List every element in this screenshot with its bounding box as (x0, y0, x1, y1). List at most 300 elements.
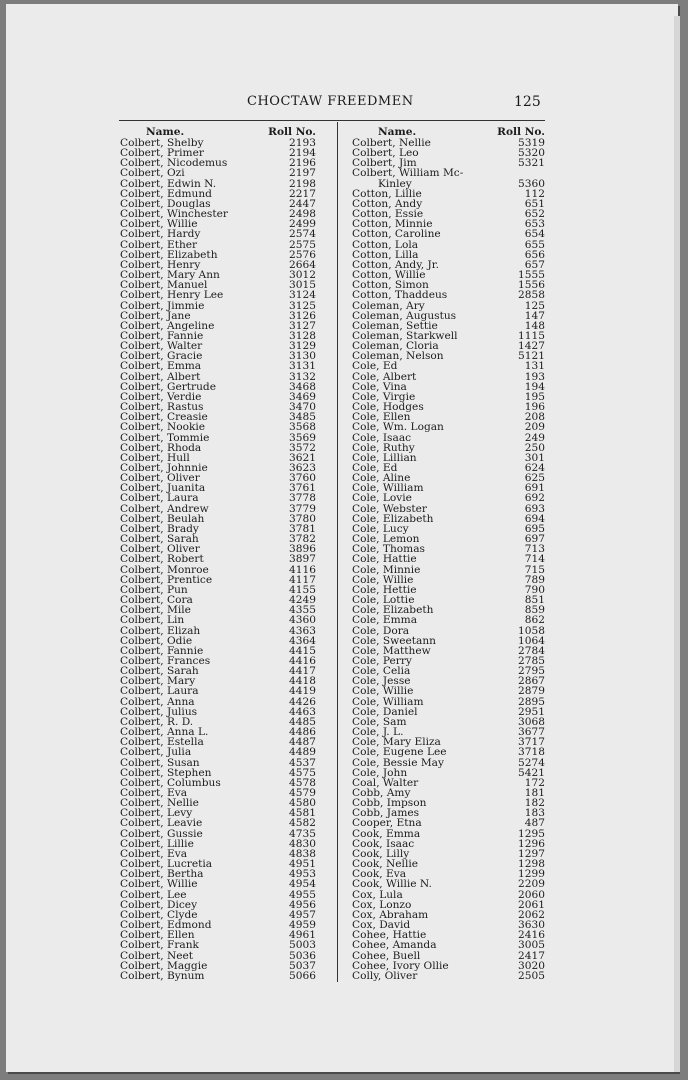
entry-roll-number: 3012 (289, 269, 316, 282)
list-item (120, 240, 316, 250)
list-item (120, 778, 316, 788)
entry-roll-number: 3780 (289, 512, 316, 525)
list-item (352, 311, 545, 321)
list-item (352, 158, 545, 168)
entry-name: Colbert, Julia (120, 747, 192, 758)
entry-roll-number: 4955 (289, 888, 316, 901)
entry-name: Cole, Minnie (352, 564, 421, 575)
entry-name: Colbert, Manuel (120, 280, 208, 291)
list-item (352, 727, 545, 737)
entry-name: Cole, Sweetann (352, 635, 436, 646)
list-item (352, 951, 545, 961)
entry-name: Colbert, Fannie (120, 645, 204, 656)
entry-name: Cole, Sam (352, 716, 407, 728)
entry-roll-number: 2062 (518, 908, 545, 921)
entry-roll-number: 4957 (289, 908, 316, 921)
entry-roll-number: 3572 (289, 441, 316, 454)
entry-name: Cole, John (352, 767, 408, 778)
entry-roll-number: 131 (524, 360, 545, 373)
entry-roll-number: 3126 (289, 309, 316, 322)
entry-name: Cole, Eugene Lee (352, 747, 447, 758)
entry-name: Cobb, Amy (352, 788, 411, 799)
list-item (120, 859, 316, 869)
entry-name: Cole, Lottie (352, 595, 415, 606)
entry-name: Colbert, Eva (120, 848, 188, 860)
entry-roll-number: 694 (524, 512, 545, 525)
page-number: 125 (514, 94, 541, 110)
right-column-header (352, 127, 545, 138)
entry-roll-number: 2951 (518, 705, 545, 718)
entry-roll-number: 4463 (289, 705, 316, 718)
entry-roll-number: 3132 (289, 370, 316, 383)
list-item (352, 138, 545, 148)
entry-roll-number: 172 (524, 776, 545, 789)
entry-name: Colbert, Shelby (120, 138, 204, 149)
list-item (120, 849, 316, 859)
entry-roll-number: 301 (524, 451, 545, 464)
list-item (352, 879, 545, 889)
entry-name: Cox, Lula (352, 889, 403, 900)
entry-roll-number: 859 (524, 604, 545, 617)
list-item (352, 626, 545, 636)
list-item (120, 311, 316, 321)
entry-name: Colbert, Henry Lee (120, 290, 224, 301)
entry-name: Cole, Hodges (352, 402, 424, 413)
list-item (120, 514, 316, 524)
entry-roll-number: 697 (524, 533, 545, 546)
entry-roll-number: 2795 (518, 665, 545, 678)
list-item (352, 219, 545, 229)
entry-roll-number: 487 (524, 817, 545, 830)
entry-name: Colbert, Juanita (120, 483, 206, 494)
list-item (352, 229, 545, 239)
entry-name: Colbert, Nicodemus (120, 158, 228, 169)
document-page (6, 4, 678, 1072)
list-item (120, 493, 316, 503)
entry-name: Cole, Jesse (352, 676, 411, 687)
entry-roll-number: 3568 (289, 421, 316, 434)
entry-roll-number: 4487 (289, 736, 316, 749)
list-item (120, 626, 316, 636)
entry-name: Colbert, Lin (120, 615, 185, 626)
list-item (120, 443, 316, 453)
entry-name: Cole, Hattie (352, 554, 417, 565)
list-item (120, 534, 316, 544)
entry-name: Colbert, Jane (120, 310, 191, 321)
entry-name: Colbert, Tommie (120, 432, 210, 443)
list-item (120, 737, 316, 747)
entry-name: Colbert, Mary Ann (120, 270, 220, 281)
list-item (352, 920, 545, 930)
entry-roll-number: 4419 (289, 685, 316, 698)
entry-name: Cole, Celia (352, 666, 411, 677)
list-item (352, 483, 545, 493)
list-item (352, 321, 545, 331)
entry-roll-number: 1556 (518, 279, 545, 292)
entry-name: Cook, Lilly (352, 848, 410, 860)
entry-name: Colbert, Anna L. (120, 727, 209, 738)
entry-name: Cole, Mary Eliza (352, 737, 441, 748)
entry-roll-number: 4838 (289, 847, 316, 860)
entry-roll-number: 2196 (289, 157, 316, 170)
entry-roll-number: 4735 (289, 827, 316, 840)
entry-name: Cook, Eva (352, 869, 407, 880)
list-item (120, 229, 316, 239)
list-item (352, 859, 545, 869)
entry-name: Cotton, Lola (352, 239, 419, 250)
entry-name: Cohee, Ivory Ollie (352, 960, 449, 971)
list-item (352, 209, 545, 219)
list-item (352, 493, 545, 503)
entry-roll-number: 2784 (518, 644, 545, 657)
entry-name: Colbert, Henry (120, 259, 201, 271)
entry-roll-number: 148 (524, 319, 545, 332)
entry-name: Cobb, Impson (352, 798, 427, 809)
list-item (352, 331, 545, 341)
entry-roll-number: 3778 (289, 492, 316, 505)
list-item (352, 768, 545, 778)
list-item (120, 168, 316, 178)
roll-column-label: Roll No. (268, 126, 316, 138)
entry-roll-number: 695 (524, 522, 545, 535)
entry-name: Coleman, Ary (352, 300, 425, 311)
entry-roll-number: 3717 (518, 736, 545, 749)
entry-roll-number: 4830 (289, 837, 316, 850)
entry-roll-number: 250 (524, 441, 545, 454)
list-item (120, 798, 316, 808)
entry-name: Cole, Lillian (352, 452, 417, 463)
entry-name: Cole, Ed (352, 463, 398, 474)
list-item (352, 189, 545, 199)
list-item (352, 656, 545, 666)
list-item (120, 351, 316, 361)
entry-roll-number: 657 (524, 258, 545, 271)
entry-roll-number: 1297 (518, 847, 545, 860)
entry-name: Cotton, Minnie (352, 219, 433, 230)
entry-roll-number: 4360 (289, 614, 316, 627)
list-item (120, 260, 316, 270)
entry-roll-number: 2785 (518, 654, 545, 667)
list-item (120, 433, 316, 443)
list-item (120, 504, 316, 514)
entry-name: Cole, Wm. Logan (352, 422, 444, 433)
list-item (352, 341, 545, 351)
list-item (352, 697, 545, 707)
entry-roll-number: 1427 (518, 340, 545, 353)
entry-roll-number: 693 (524, 502, 545, 515)
entry-roll-number: 3760 (289, 472, 316, 485)
entry-name: Colbert, Leavie (120, 818, 203, 829)
entry-name: Colbert, Andrew (120, 503, 209, 514)
entry-roll-number: 208 (524, 411, 545, 424)
entry-roll-number: 2209 (518, 878, 545, 891)
list-item (352, 940, 545, 950)
entry-name: Colbert, Primer (120, 148, 204, 159)
entry-roll-number: 4363 (289, 624, 316, 637)
entry-name: Colbert, Leo (352, 148, 419, 159)
entry-name: Cole, Emma (352, 615, 418, 626)
entry-roll-number: 790 (524, 583, 545, 596)
entry-name: Colbert, Willie (120, 879, 198, 890)
entry-name: Cox, Abraham (352, 909, 429, 921)
entry-name: Cole, Albert (352, 371, 417, 382)
list-item (120, 686, 316, 696)
list-item (120, 656, 316, 666)
list-item (120, 301, 316, 311)
entry-roll-number: 4116 (289, 563, 316, 576)
entry-name: Cole, Hettie (352, 584, 417, 596)
entry-name: Cox, Lonzo (352, 899, 412, 910)
entry-name: Colbert, Edmond (120, 920, 212, 931)
entry-name: Cotton, Caroline (352, 229, 441, 240)
list-item (352, 829, 545, 839)
list-item (352, 290, 545, 300)
entry-roll-number: 3630 (518, 919, 545, 932)
list-item (120, 575, 316, 585)
entry-roll-number: 5320 (518, 147, 545, 160)
entry-name: Colbert, Frances (120, 655, 211, 667)
list-item (352, 392, 545, 402)
entry-roll-number: 4364 (289, 634, 316, 647)
entry-roll-number: 249 (524, 431, 545, 444)
entry-roll-number: 3623 (289, 462, 316, 474)
entry-name: Colbert, Jimmie (120, 300, 205, 311)
entry-roll-number: 652 (524, 208, 545, 221)
entry-name: Colbert, Odie (120, 635, 193, 646)
list-item (120, 890, 316, 900)
entry-name: Colbert, Laura (120, 686, 199, 697)
entry-name: Cole, Lucy (352, 523, 409, 535)
entry-name: Colbert, Rastus (120, 402, 204, 413)
list-item (120, 402, 316, 412)
list-item (352, 788, 545, 798)
entry-name: Colbert, Fannie (120, 330, 204, 342)
entry-name: Colbert, Columbus (120, 777, 221, 788)
list-item (120, 585, 316, 595)
entry-roll-number: 4951 (289, 858, 316, 871)
entry-name: Cohee, Buell (352, 950, 421, 961)
list-item (120, 209, 316, 219)
entry-roll-number: 5037 (289, 959, 316, 972)
list-item (120, 951, 316, 961)
list-item (352, 615, 545, 625)
entry-roll-number: 3569 (289, 431, 316, 444)
entry-roll-number: 789 (524, 573, 545, 586)
entry-roll-number: 3130 (289, 350, 316, 363)
list-item (352, 839, 545, 849)
entry-roll-number: 3015 (289, 279, 316, 292)
list-item (352, 422, 545, 432)
list-item (352, 747, 545, 757)
list-item (352, 372, 545, 382)
list-item (352, 605, 545, 615)
list-item (352, 504, 545, 514)
entry-roll-number: 3470 (289, 401, 316, 414)
list-item (352, 971, 545, 981)
entry-roll-number: 654 (524, 228, 545, 241)
list-item (352, 758, 545, 768)
entry-roll-number: 2416 (518, 929, 545, 942)
list-item (120, 372, 316, 382)
entry-roll-number: 1555 (518, 269, 545, 282)
entry-name: Colbert, Winchester (120, 209, 228, 220)
entry-roll-number: 3127 (289, 319, 316, 332)
entry-roll-number: 183 (524, 807, 545, 820)
entry-name: Colbert, Nellie (352, 138, 431, 149)
entry-name: Colbert, Hardy (120, 229, 201, 240)
entry-name: Colbert, Mile (120, 605, 191, 616)
list-item (352, 686, 545, 696)
entry-name: Cole, Lemon (352, 534, 420, 545)
name-column-label: Name. (378, 126, 417, 138)
entry-roll-number: 4117 (289, 573, 316, 586)
entry-roll-number: 2060 (518, 888, 545, 901)
entry-name: Colbert, Clyde (120, 909, 198, 921)
list-item (352, 433, 545, 443)
entry-roll-number: 4426 (289, 695, 316, 708)
entry-name: Cole, Vina (352, 381, 407, 392)
entry-name: Colbert, R. D. (120, 716, 194, 728)
entry-roll-number: 5360 (518, 177, 545, 190)
left-column-header (120, 127, 316, 138)
entry-name: Colbert, Stephen (120, 767, 212, 778)
list-item (120, 961, 316, 971)
entry-name: Cole, Daniel (352, 706, 418, 717)
entry-roll-number: 2194 (289, 147, 316, 160)
entry-name: Colbert, Beulah (120, 513, 205, 524)
entry-name: Cole, Thomas (352, 544, 425, 555)
entry-roll-number: 655 (524, 238, 545, 251)
list-item (352, 280, 545, 290)
entry-name: Cole, Isaac (352, 432, 412, 443)
entry-name: Colbert, Gertrude (120, 381, 216, 392)
entry-roll-number: 112 (524, 187, 545, 200)
entry-name: Colbert, Nookie (120, 422, 206, 433)
list-item (352, 351, 545, 361)
entry-roll-number: 2505 (518, 969, 545, 982)
entry-name: Cotton, Andy (352, 198, 423, 210)
list-item (352, 565, 545, 575)
entry-name: Colbert, Creasie (120, 412, 208, 423)
entry-name: Cohee, Amanda (352, 940, 437, 951)
page-edge (674, 16, 680, 1072)
entry-name: Cotton, Essie (352, 209, 424, 220)
list-item (120, 463, 316, 473)
list-item (352, 260, 545, 270)
entry-roll-number: 4578 (289, 776, 316, 789)
entry-name: Colbert, Albert (120, 371, 201, 382)
entry-roll-number: 3779 (289, 502, 316, 515)
entry-name: Colbert, Willie (120, 219, 198, 230)
entry-roll-number: 3781 (289, 522, 316, 535)
entry-name: Cook, Isaac (352, 838, 415, 849)
list-item (352, 168, 545, 178)
list-item (120, 788, 316, 798)
entry-roll-number: 4486 (289, 726, 316, 739)
right-column (352, 127, 545, 981)
entry-roll-number: 3128 (289, 329, 316, 342)
entry-name: Coal, Walter (352, 777, 419, 788)
list-item (352, 301, 545, 311)
list-item (352, 818, 545, 828)
list-item (352, 148, 545, 158)
entry-name: Cole, Ed (352, 361, 398, 372)
list-item (120, 382, 316, 392)
entry-roll-number: 4956 (289, 898, 316, 911)
entry-name: Colbert, Oliver (120, 473, 200, 484)
entry-name: Colbert, Dicey (120, 899, 198, 910)
entry-roll-number: 4489 (289, 746, 316, 759)
entry-name: Colbert, Angeline (120, 320, 215, 331)
entry-name: Coleman, Settie (352, 320, 438, 331)
entry-name: Cole, Ellen (352, 412, 411, 423)
list-item (352, 240, 545, 250)
entry-name: Cole, Willie (352, 686, 414, 697)
list-item (352, 595, 545, 605)
list-item (352, 473, 545, 483)
list-item (120, 869, 316, 879)
list-item (352, 453, 545, 463)
list-item (352, 361, 545, 371)
list-item (352, 270, 545, 280)
entry-name: Cole, Perry (352, 655, 412, 667)
entry-name: Cotton, Simon (352, 280, 429, 291)
list-item (120, 697, 316, 707)
list-item (120, 676, 316, 686)
entry-name: Coleman, Starkwell (352, 330, 458, 342)
list-item (120, 707, 316, 717)
list-item (352, 524, 545, 534)
entry-roll-number: 2061 (518, 898, 545, 911)
list-item (120, 321, 316, 331)
entry-roll-number: 4582 (289, 817, 316, 830)
entry-roll-number: 1298 (518, 858, 545, 871)
entry-roll-number: 4415 (289, 644, 316, 657)
entry-roll-number: 1064 (518, 634, 545, 647)
list-item (120, 270, 316, 280)
entry-roll-number: 4355 (289, 604, 316, 617)
entry-roll-number: 2664 (289, 258, 316, 271)
entry-name: Colbert, Robert (120, 554, 204, 565)
entry-name: Colbert, Edmund (120, 188, 212, 199)
list-item (120, 595, 316, 605)
entry-roll-number: 2858 (518, 289, 545, 302)
list-item (120, 605, 316, 615)
entry-roll-number: 4580 (289, 797, 316, 810)
entry-name: Cole, Elizabeth (352, 605, 434, 616)
entry-roll-number: 4537 (289, 756, 316, 769)
list-item (352, 737, 545, 747)
name-column-label: Name. (146, 126, 185, 138)
list-item (120, 331, 316, 341)
list-item (352, 849, 545, 859)
entry-name: Colbert, Gussie (120, 828, 203, 839)
entry-roll-number: 182 (524, 797, 545, 810)
list-item (120, 138, 316, 148)
entry-name: Colbert, Lee (120, 889, 187, 900)
entry-roll-number: 1296 (518, 837, 545, 850)
list-item (120, 636, 316, 646)
entry-roll-number: 3761 (289, 482, 316, 495)
entry-name: Colbert, Sarah (120, 534, 199, 545)
list-item (120, 544, 316, 554)
list-item (352, 646, 545, 656)
list-item (120, 453, 316, 463)
entry-name: Colbert, Elizah (120, 625, 201, 636)
entry-roll-number: 2198 (289, 177, 316, 190)
list-item (120, 483, 316, 493)
entry-roll-number: 4579 (289, 787, 316, 799)
